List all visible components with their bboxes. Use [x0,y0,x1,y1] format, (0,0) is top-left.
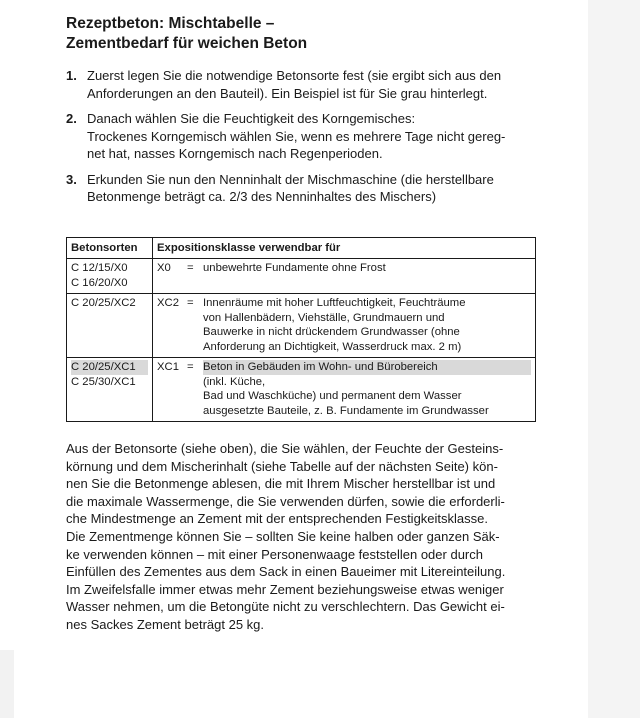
table-row [67,294,536,358]
table-row [67,259,536,294]
betonsorte-cell [67,259,153,294]
title-line-1: Rezeptbeton: Mischtabelle – [66,15,275,32]
paragraph-line: Im Zweifelsfalle immer etwas mehr Zement beziehungsweise etwas weniger [66,581,504,597]
step-2 [66,110,542,163]
paragraph-line: Einfüllen des Zementes aus dem Sack in einen Baueimer mit Litereinteilung. [66,564,506,580]
exposition-code: X0 [157,262,171,274]
equals-sign: = [187,361,194,373]
mix-table [66,237,536,423]
description-rest: (inkl. Küche, [203,375,266,388]
description-line: von Hallenbädern, Viehställe, Grundmauern und [203,311,445,324]
step-3 [66,171,542,206]
paragraph-line: Wasser nehmen, um die Betongüte nicht zu verschlechtern. Das Gewicht ei- [66,599,505,615]
betonsorte-value: C 16/20/X0 [71,276,128,289]
description-line: ausgesetzte Bauteile, z. B. Fundamente im Grundwasser [203,404,489,417]
exposition-code: XC1 [157,361,179,373]
column-header-betonsorten: Betonsorten [67,237,153,259]
page-margin-left [0,650,14,718]
description-line [203,360,531,389]
step-text-line: Anforderungen an den Bauteil). Ein Beispiel ist für Sie grau hinterlegt. [87,85,488,101]
betonsorte-value-highlighted: C 20/25/XC1 [71,360,148,375]
step-text-line: Erkunden Sie nun den Nenninhalt der Mischmaschine (die herstellbare [87,171,494,187]
betonsorte-value: C 20/25/XC2 [71,297,136,309]
instruction-steps [66,67,542,206]
paragraph-line: nes Sackes Zement beträgt 25 kg. [66,616,264,632]
equals-sign: = [187,297,194,309]
step-text-line: Betonmenge beträgt ca. 2/3 des Nenninhaltes des Mischers) [87,189,437,204]
paragraph-line: Die Zementmenge können Sie – sollten Sie keine halben oder ganzen Säk- [66,528,500,544]
description-line: unbewehrte Fundamente ohne Frost [203,262,386,274]
betonsorte-value: C 25/30/XC1 [71,375,136,388]
paragraph-line: körnung und dem Mischerinhalt (siehe Tabelle auf der nächsten Seite) kön- [66,458,498,474]
betonsorte-value: C 12/15/X0 [71,262,128,274]
column-header-expositionsklasse: Expositionsklasse verwendbar für [153,237,536,259]
equals-sign: = [187,262,194,274]
page-title [66,14,542,54]
description-line: Anforderung an Dichtigkeit, Wasserdruck max. 2 m) [203,340,462,353]
exposition-cell [153,358,536,422]
paragraph-line: ke verwenden können – mit einer Personenwaage feststellen oder durch [66,546,483,562]
step-number: 3. [66,171,77,187]
exposition-description [203,360,531,418]
step-1 [66,67,542,102]
table-header-row [67,237,536,259]
exposition-description [203,296,531,354]
paragraph-line: nen Sie die Betonmenge ablesen, die mit Ihrem Mischer herstellbar ist und [66,476,496,492]
step-text-line: Danach wählen Sie die Feuchtigkeit des Korngemisches: [87,111,416,126]
betonsorte-cell [67,294,153,358]
step-number: 1. [66,68,77,83]
step-text-line: Zuerst legen Sie die notwendige Betonsorte fest (sie ergibt sich aus den [87,68,502,83]
betonsorte-cell [67,358,153,422]
exposition-cell [153,294,536,358]
step-text-line: Trockenes Korngemisch wählen Sie, wenn es mehrere Tage nicht gereg- [87,128,506,144]
description-line: Bauwerke in nicht drückendem Grundwasser (ohne [203,326,460,338]
description-line: Innenräume mit hoher Luftfeuchtigkeit, Feuchträume [203,297,466,309]
exposition-description [203,261,531,276]
table-row-example [67,358,536,422]
exposition-code: XC2 [157,297,179,309]
step-number: 2. [66,111,77,126]
page-margin-right [588,0,640,718]
step-text-line: net hat, nasses Korngemisch nach Regenperioden. [87,146,383,161]
exposition-cell [153,259,536,294]
title-line-2: Zementbedarf für weichen Beton [66,35,308,52]
paragraph-line: Aus der Betonsorte (siehe oben), die Sie wählen, der Feuchte der Gesteins- [66,441,504,456]
description-line: Bad und Waschküche) und permanent dem Wasser [203,390,462,402]
paragraph-line: die maximale Wassermenge, die Sie verwenden dürfen, sowie die erforderli- [66,493,505,509]
document-page [66,14,542,634]
body-paragraph [66,440,542,634]
paragraph-line: che Mindestmenge an Zement mit der entsprechenden Festigkeitsklasse. [66,511,488,527]
highlighted-text: Beton in Gebäuden im Wohn- und Bürobereich [203,360,531,375]
